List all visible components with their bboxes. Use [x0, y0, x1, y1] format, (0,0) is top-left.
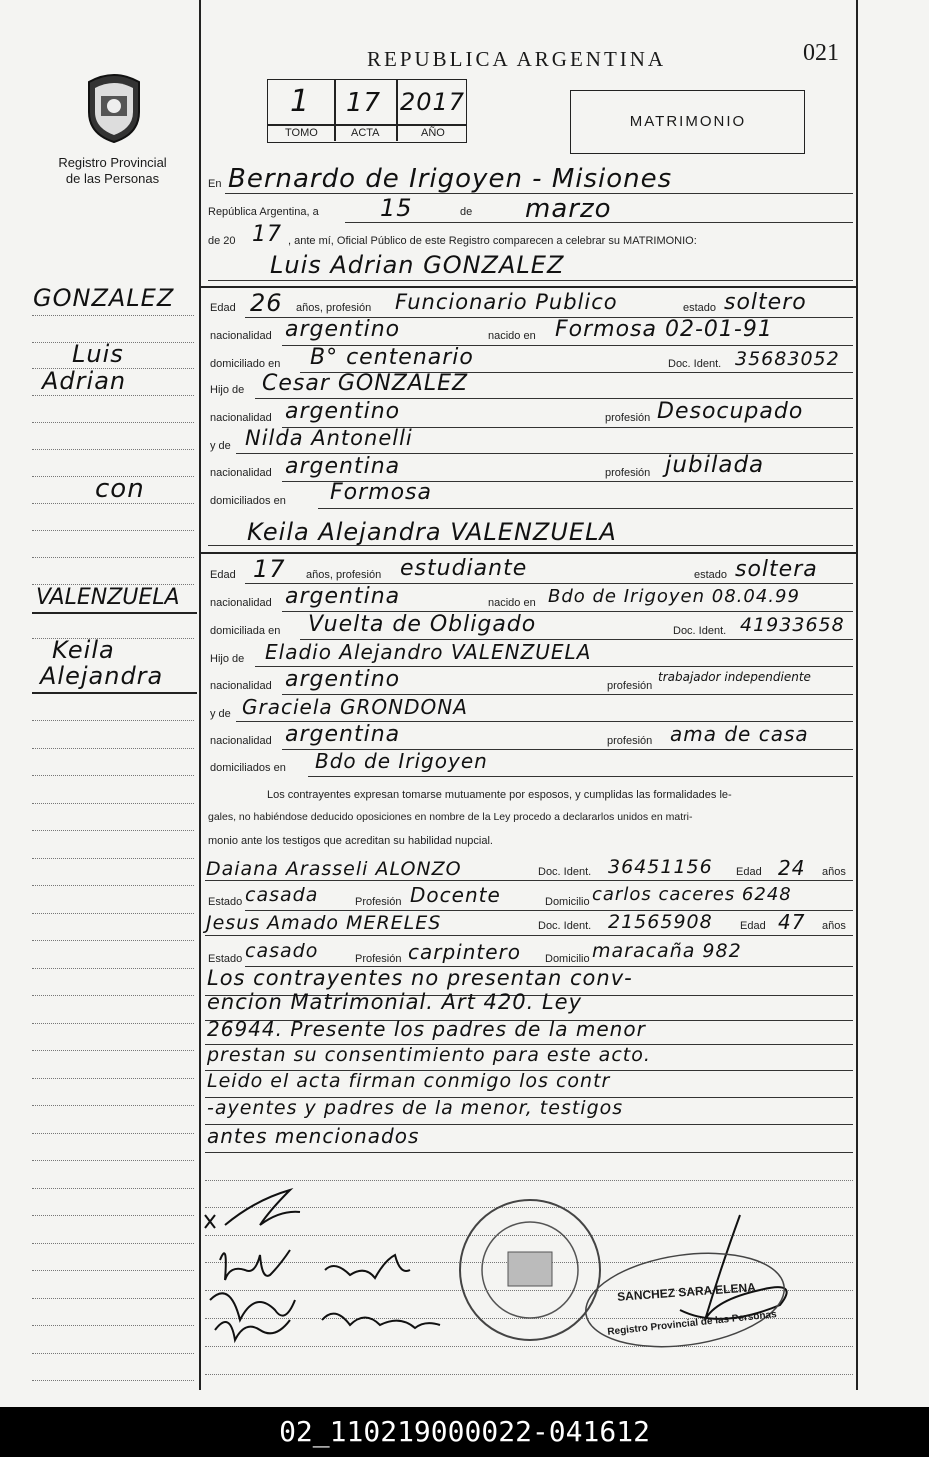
- groom-name-line: [208, 280, 853, 281]
- margin-dotted-line: [32, 858, 194, 859]
- bride-mother-nat-label: nacionalidad: [210, 735, 272, 747]
- margin-dotted-line: [32, 1325, 194, 1326]
- margin-groom-name2: Adrian: [42, 367, 127, 395]
- right-page-border: [856, 0, 858, 1390]
- bride-mother-prof: ama de casa: [670, 722, 809, 746]
- year-prefix: de 20: [208, 235, 236, 247]
- bride-edad-label: Edad: [210, 569, 236, 581]
- bride-father-prof-label: profesión: [607, 680, 653, 692]
- bride-doms-label: domiciliados en: [210, 762, 286, 774]
- groom-age: 26: [250, 289, 283, 317]
- groom-father-nat: argentino: [285, 399, 401, 424]
- register-divider-h: [267, 124, 466, 126]
- register-divider-1: [334, 79, 336, 141]
- bride-father-nat: argentino: [285, 667, 401, 692]
- margin-dotted-line: [32, 1215, 194, 1216]
- page-number: 021: [803, 40, 839, 66]
- groom-mother: Nilda Antonelli: [245, 426, 413, 450]
- margin-bride-surname: VALENZUELA: [36, 585, 180, 610]
- day: 15: [380, 194, 413, 222]
- groom-divider: [200, 286, 856, 288]
- witness2-doc: 21565908: [608, 911, 713, 933]
- legal-line-2: gales, no habiéndose deducido oposiciones en nombre de la Ley procedo a declararlos unidos en matri-: [208, 811, 693, 823]
- tomo-label: TOMO: [285, 127, 318, 139]
- margin-dotted-line: [32, 940, 194, 941]
- note-line-2: encion Matrimonial. Art 420. Ley: [207, 990, 583, 1014]
- note-line-1: Los contrayentes no presentan conv-: [207, 966, 633, 990]
- groom-born: Formosa 02-01-91: [555, 317, 773, 342]
- bride-parents-address: Bdo de Irigoyen: [315, 749, 488, 773]
- province-logo: [79, 72, 149, 144]
- bride-hijo-label: Hijo de: [210, 653, 245, 665]
- bride-nationality: argentina: [285, 584, 401, 609]
- groom-profession-label: años, profesión: [296, 302, 372, 314]
- margin-dotted-line: [32, 1270, 194, 1271]
- margin-line-10: [32, 557, 194, 558]
- legal-line-1: Los contrayentes expresan tomarse mutuamente por esposos, y cumplidas las formalidades le-: [267, 789, 732, 801]
- bride-father-nat-label: nacionalidad: [210, 680, 272, 692]
- record-type: MATRIMONIO: [629, 113, 747, 130]
- bride-born-label: nacido en: [488, 597, 536, 609]
- bride-profession: estudiante: [400, 556, 528, 581]
- note-line-3: 26944. Presente los padres de la menor: [207, 1017, 646, 1041]
- witness1-doc-label: Doc. Ident.: [538, 866, 592, 878]
- groom-hijo-label: Hijo de: [210, 384, 245, 396]
- groom-dom-label: domiciliado en: [210, 358, 281, 370]
- margin-bride-name1: Keila: [52, 636, 115, 664]
- bride-address: Vuelta de Obligado: [308, 612, 537, 637]
- witness1-estado-label: Estado: [208, 896, 243, 908]
- bride-estado-label: estado: [694, 569, 728, 581]
- witness2-estado-label: Estado: [208, 953, 243, 965]
- margin-dotted-line: [32, 1023, 194, 1024]
- bride-mother-nat: argentina: [285, 722, 401, 747]
- witness2-prof-label: Profesión: [355, 953, 402, 965]
- bride-father: Eladio Alejandro VALENZUELA: [265, 640, 592, 664]
- groom-nat-label: nacionalidad: [210, 330, 272, 342]
- bride-divider: [200, 552, 856, 554]
- official-title: Registro Provincial de las Personas: [606, 1309, 778, 1338]
- groom-estado-label: estado: [683, 302, 717, 314]
- margin-dotted-line: [32, 1380, 194, 1381]
- year-suffix: 17: [252, 222, 282, 247]
- margin-dotted-line: [32, 803, 194, 804]
- country-title: REPUBLICA ARGENTINA: [367, 47, 667, 71]
- bride-doc-label: Doc. Ident.: [673, 625, 727, 637]
- witness1-row1-line: [205, 880, 853, 881]
- groom-row8-line: [318, 508, 853, 509]
- note-line-6: -ayentes y padres de la menor, testigos: [207, 1097, 624, 1119]
- bride-dom-label: domiciliada en: [210, 625, 281, 637]
- groom-yde-label: y de: [210, 440, 231, 452]
- margin-dotted-line: [32, 995, 194, 996]
- witness1-edad-label: Edad: [736, 866, 762, 878]
- bride-row8-line: [308, 776, 853, 777]
- witness2-doc-label: Doc. Ident.: [538, 920, 592, 932]
- note-line-4: prestan su consentimiento para este acto.: [207, 1044, 651, 1066]
- margin-dotted-line: [32, 1133, 194, 1134]
- margin-line-4: [32, 395, 194, 396]
- margin-dotted-line: [32, 885, 194, 886]
- margin-groom-name1: Luis: [72, 340, 124, 368]
- groom-father-prof: Desocupado: [657, 399, 804, 424]
- official-name: SANCHEZ SARA ELENA: [616, 1280, 757, 1304]
- office-name: [40, 155, 185, 187]
- office-line-1: Registro Provincial: [58, 155, 167, 170]
- groom-mother-prof-label: profesión: [605, 467, 651, 479]
- margin-dotted-line: [32, 775, 194, 776]
- margin-groom-surname: GONZALEZ: [33, 284, 175, 312]
- margin-bride-name2: Alejandra: [40, 662, 164, 690]
- witness2-name: Jesus Amado MERELES: [206, 912, 442, 934]
- margin-line-5: [32, 422, 194, 423]
- margin-dotted-line: [32, 1105, 194, 1106]
- witness2-address: maracaña 982: [592, 940, 742, 962]
- note-line-7-rule: [205, 1152, 853, 1153]
- margin-dotted-line: [32, 830, 194, 831]
- witness2-anos-label: años: [822, 920, 846, 932]
- bride-born: Bdo de Irigoyen 08.04.99: [548, 586, 800, 607]
- bride-mother: Graciela GRONDONA: [242, 695, 468, 719]
- margin-line-6: [32, 449, 194, 450]
- bride-doc: 41933658: [740, 614, 845, 636]
- bride-age: 17: [253, 555, 286, 583]
- rep-label: República Argentina, a: [208, 206, 319, 218]
- bride-nat-label: nacionalidad: [210, 597, 272, 609]
- margin-dotted-line: [32, 1298, 194, 1299]
- tomo-value: 1: [290, 84, 311, 119]
- de-label: de: [460, 206, 473, 218]
- bride-estado: soltera: [735, 557, 818, 582]
- groom-nationality: argentino: [285, 317, 401, 342]
- groom-full-name: Luis Adrian GONZALEZ: [270, 251, 565, 279]
- margin-con: con: [95, 474, 145, 504]
- witness2-edad-label: Edad: [740, 920, 766, 932]
- margin-dotted-line: [32, 720, 194, 721]
- groom-born-label: nacido en: [488, 330, 536, 342]
- acta-value: 17: [346, 88, 382, 118]
- margin-bride-underline: [32, 612, 197, 614]
- witness1-profession: Docente: [410, 883, 501, 907]
- witness1-estado: casada: [245, 884, 319, 906]
- margin-line-1: [32, 315, 194, 316]
- witness1-prof-label: Profesión: [355, 896, 402, 908]
- witness1-name: Daiana Arasseli ALONZO: [206, 858, 462, 880]
- acta-label: ACTA: [351, 127, 380, 139]
- month: marzo: [525, 194, 612, 224]
- groom-doc: 35683052: [735, 348, 840, 370]
- signatures: [200, 1180, 856, 1390]
- ano-value: 2017: [400, 88, 466, 116]
- groom-father: Cesar GONZALEZ: [262, 371, 469, 396]
- en-label: En: [208, 178, 222, 190]
- place: Bernardo de Irigoyen - Misiones: [228, 164, 673, 194]
- margin-dotted-line: [32, 968, 194, 969]
- note-line-5: Leido el acta firman conmigo los contr: [207, 1070, 611, 1092]
- witness1-doc: 36451156: [608, 856, 713, 878]
- witness1-dom-label: Domicilio: [545, 896, 590, 908]
- groom-mother-prof: jubilada: [665, 452, 765, 478]
- footer-code: 02_110219000022-041612: [0, 1407, 929, 1457]
- margin-dotted-line: [32, 748, 194, 749]
- groom-mother-nat: argentina: [285, 454, 401, 479]
- legal-line-3: monio ante los testigos que acreditan su habilidad nupcial.: [208, 835, 493, 847]
- groom-address: B° centenario: [310, 345, 474, 370]
- margin-line-9: [32, 530, 194, 531]
- margin-dotted-line: [32, 1050, 194, 1051]
- groom-parents-address: Formosa: [330, 480, 432, 505]
- groom-estado: soltero: [724, 290, 807, 315]
- bride-yde-label: y de: [210, 708, 231, 720]
- margin-dotted-line: [32, 1243, 194, 1244]
- register-divider-2: [396, 79, 398, 141]
- groom-father-prof-label: profesión: [605, 412, 651, 424]
- witness1-anos-label: años: [822, 866, 846, 878]
- intro-text: , ante mí, Oficial Público de este Registro comparecen a celebrar su MATRIMONIO:: [288, 235, 697, 247]
- margin-line-8: [32, 503, 194, 504]
- witness1-row2-line: [245, 910, 853, 911]
- bride-father-prof: trabajador independiente: [658, 670, 811, 684]
- groom-doms-label: domiciliados en: [210, 495, 286, 507]
- margin-dotted-line: [32, 1353, 194, 1354]
- witness1-address: carlos caceres 6248: [592, 884, 792, 905]
- groom-profession: Funcionario Publico: [395, 290, 618, 314]
- groom-doc-label: Doc. Ident.: [668, 358, 722, 370]
- bride-mother-prof-label: profesión: [607, 735, 653, 747]
- date-line: [345, 222, 853, 223]
- groom-edad-label: Edad: [210, 302, 236, 314]
- note-line-7: antes mencionados: [207, 1124, 420, 1148]
- witness2-dom-label: Domicilio: [545, 953, 590, 965]
- witness2-age: 47: [778, 910, 806, 934]
- margin-dotted-line: [32, 1078, 194, 1079]
- groom-father-nat-label: nacionalidad: [210, 412, 272, 424]
- bride-full-name: Keila Alejandra VALENZUELA: [247, 518, 617, 546]
- witness1-age: 24: [778, 856, 806, 880]
- bride-name-line: [208, 545, 853, 546]
- witness2-estado: casado: [245, 940, 319, 962]
- margin-dotted-line: [32, 913, 194, 914]
- margin-dotted-line: [32, 1160, 194, 1161]
- bride-profession-label: años, profesión: [306, 569, 382, 581]
- witness2-row1-line: [205, 935, 853, 936]
- witness2-profession: carpintero: [408, 940, 522, 964]
- ano-label: AÑO: [421, 127, 445, 139]
- margin-dotted-line: [32, 1188, 194, 1189]
- margin-bride-name-line: [32, 692, 197, 694]
- groom-mother-nat-label: nacionalidad: [210, 467, 272, 479]
- office-line-2: de las Personas: [65, 171, 160, 186]
